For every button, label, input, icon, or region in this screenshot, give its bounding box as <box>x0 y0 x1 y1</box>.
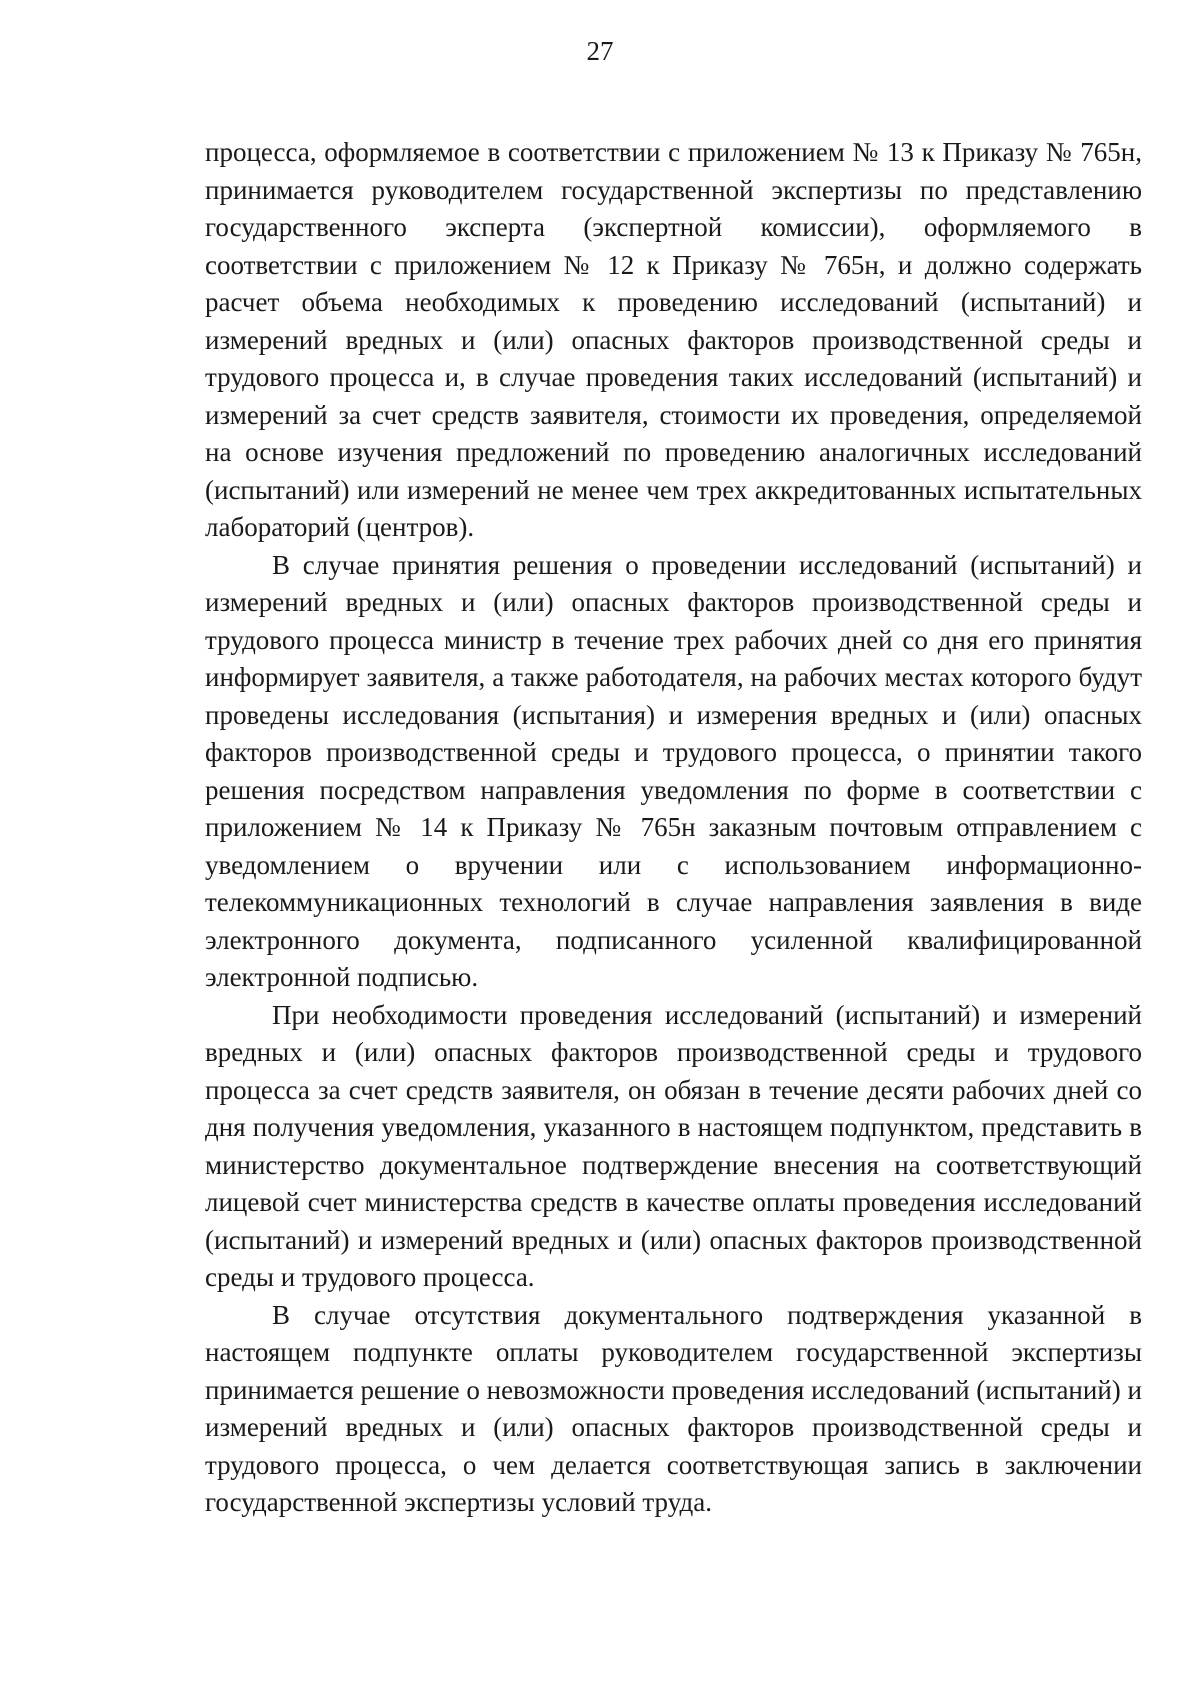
paragraph-continuation: процесса, оформляемое в соответствии с приложением № 13 к Приказу № 765н, принимается руководителем государственной экспертизы по представлению государственного эксперта (экспертной комиссии), оформляемого в соответствии с приложением № 12 к Приказу № 765н, и должно содержать расчет объема необходимых к проведению исследований (испытаний) и измерений вредных и (или) опасных факторов производственной среды и трудового процесса и, в случае проведения таких исследований (испытаний) и измерений за счет средств заявителя, стоимости их проведения, определяемой на основе изучения предложений по проведению аналогичных исследований (испытаний) или измерений не менее чем трех аккредитованных испытательных лабораторий (центров). <box>205 137 1142 542</box>
page-number: 27 <box>586 36 614 66</box>
paragraph-payment-obligation: При необходимости проведения исследований (испытаний) и измерений вредных и (или) опасных факторов производственной среды и трудового процесса за счет средств заявителя, он обязан в течение десяти рабочих дней со дня получения уведомления, указанного в настоящем подпунктом, представить в министерство документальное подтверждение внесения на соответствующий лицевой счет министерства средств в качестве оплаты проведения исследований (испытаний) и измерений вредных и (или) опасных факторов производственной среды и трудового процесса. <box>205 999 1142 1292</box>
body-text <box>205 134 1142 1522</box>
paragraph-payment-absence: В случае отсутствия документального подтверждения указанной в настоящем подпункте оплаты руководителем государственной экспертизы принимается решение о невозможности проведения исследований (испытаний) и измерений вредных и (или) опасных факторов производственной среды и трудового процесса, о чем делается соответствующая запись в заключении государственной экспертизы условий труда. <box>205 1299 1142 1517</box>
paragraph-decision-notification: В случае принятия решения о проведении исследований (испытаний) и измерений вредных и (или) опасных факторов производственной среды и трудового процесса министр в течение трех рабочих дней со дня его принятия информирует заявителя, а также работодателя, на рабочих местах которого будут проведены исследования (испытания) и измерения вредных и (или) опасных факторов производственной среды и трудового процесса, о принятии такого решения посредством направления уведомления по форме в соответствии с приложением № 14 к Приказу № 765н заказным почтовым отправлением с уведомлением о вручении или с использованием информационно-телекоммуникационных технологий в случае направления заявления в виде электронного документа, подписанного усиленной квалифицированной электронной подписью. <box>205 549 1142 992</box>
